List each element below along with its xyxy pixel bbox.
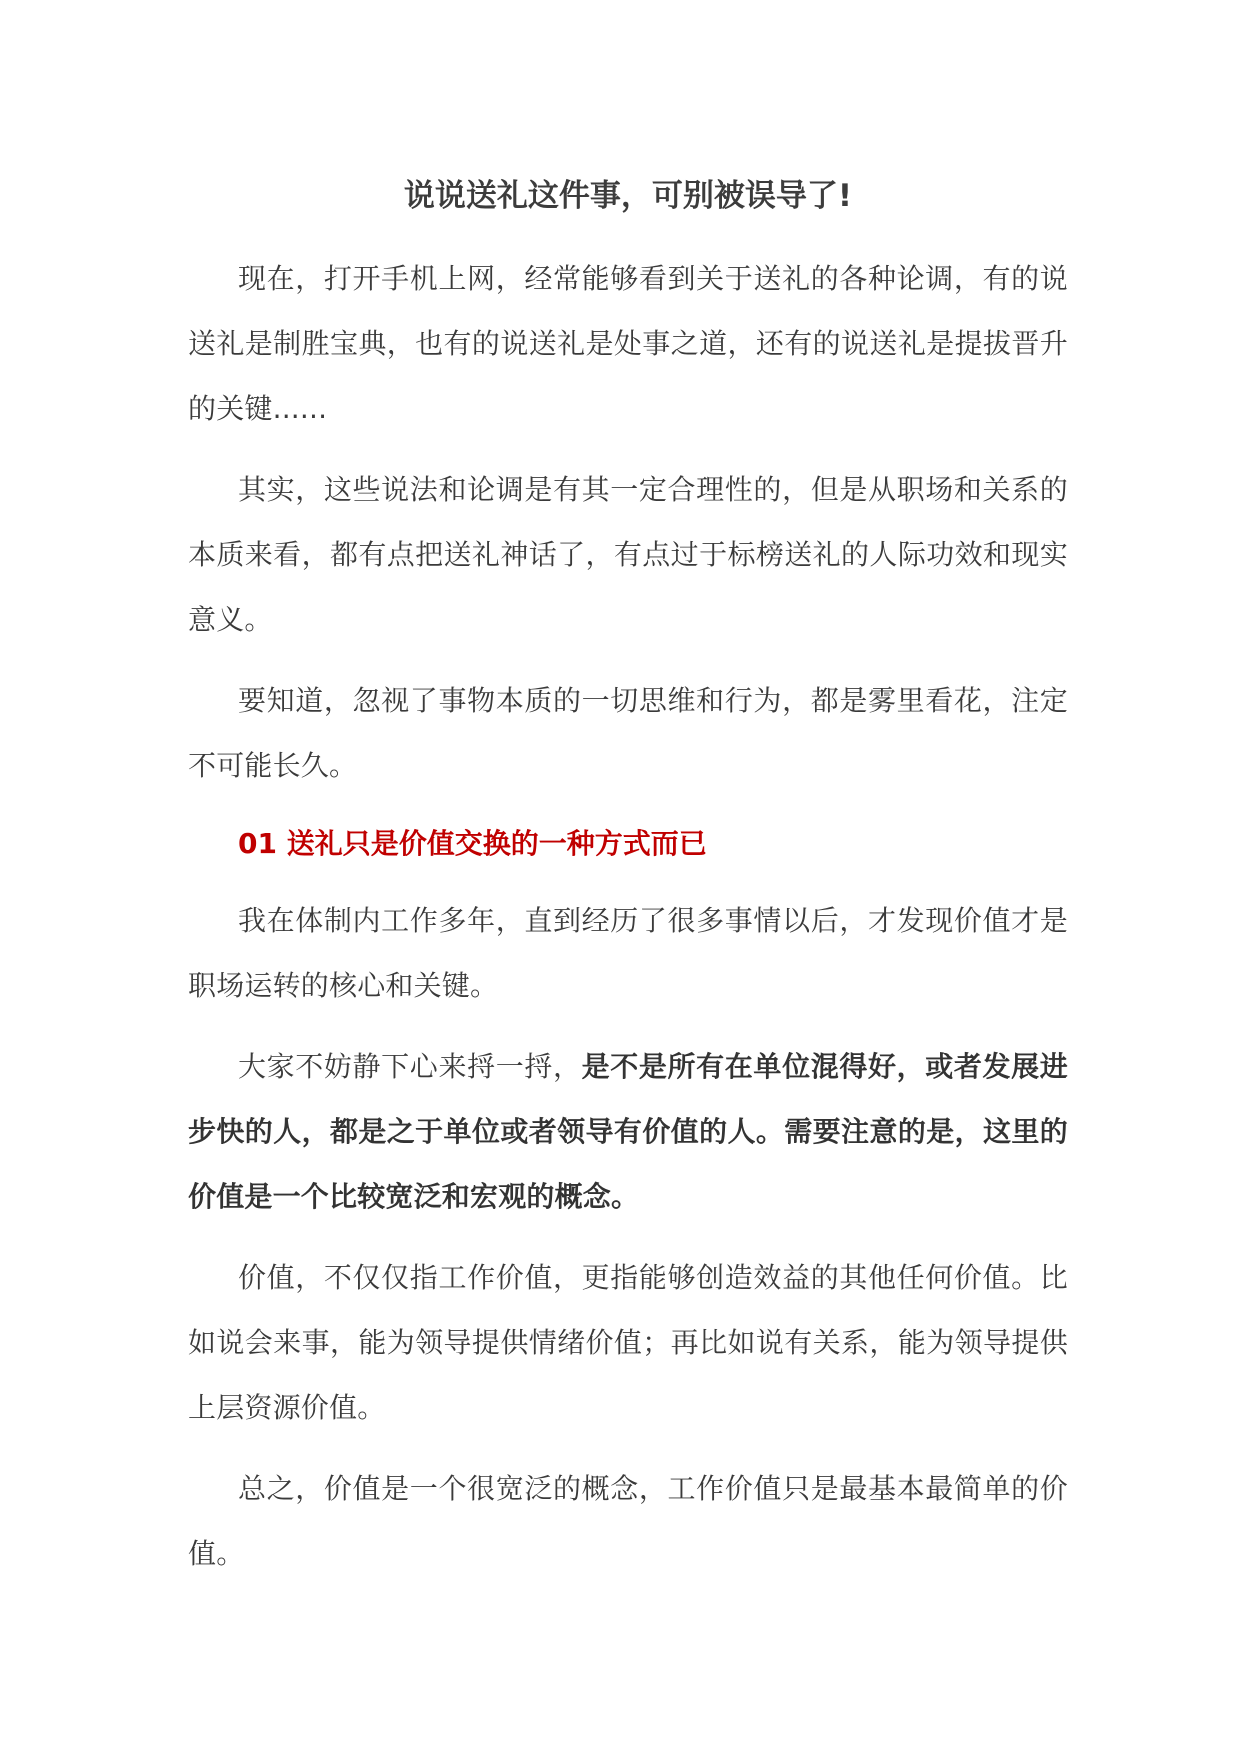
- section-paragraph-1: 我在体制内工作多年，直到经历了很多事情以后，才发现价值才是职场运转的核心和关键。: [188, 904, 1068, 1002]
- section-paragraph-3: 价值，不仅仅指工作价值，更指能够创造效益的其他任何价值。比如说会来事，能为领导提供情绪价值；再比如说有关系，能为领导提供上层资源价值。: [188, 1261, 1068, 1424]
- article-title: 说说送礼这件事，可别被误导了!: [403, 178, 853, 214]
- paragraph-bold-text: 是不是所有在单位混得好，或者发展进步快的人，都是之于单位或者领导有价值的人。需要注意的是，这里的价值是一个比较宽泛和宏观的概念。: [188, 1050, 1068, 1213]
- paragraph-intro-2: 其实，这些说法和论调是有其一定合理性的，但是从职场和关系的本质来看，都有点把送礼神话了，有点过于标榜送礼的人际功效和现实意义。: [188, 473, 1068, 636]
- article-body: [188, 172, 1068, 1602]
- section-heading-01: 01 送礼只是价值交换的一种方式而已: [238, 827, 707, 860]
- paragraph-intro-3: 要知道，忽视了事物本质的一切思维和行为，都是雾里看花，注定不可能长久。: [188, 684, 1068, 782]
- paragraph-plain-text: 大家不妨静下心来捋一捋，: [238, 1050, 582, 1083]
- paragraph-intro-1: 现在，打开手机上网，经常能够看到关于送礼的各种论调，有的说送礼是制胜宝典，也有的说送礼是处事之道，还有的说送礼是提拔晋升的关键......: [188, 262, 1068, 425]
- section-paragraph-2: [188, 1034, 1068, 1229]
- section-paragraph-4: 总之，价值是一个很宽泛的概念，工作价值只是最基本最简单的价值。: [188, 1472, 1068, 1570]
